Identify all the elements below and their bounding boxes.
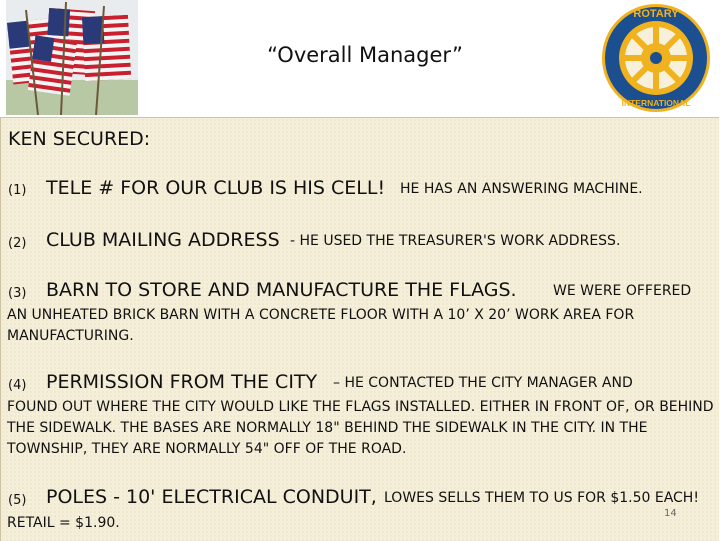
item-main: BARN TO STORE AND MANUFACTURE THE FLAGS. <box>46 279 517 301</box>
item-main: CLUB MAILING ADDRESS <box>46 229 280 251</box>
item-detail: – HE CONTACTED THE CITY MANAGER AND <box>333 375 633 391</box>
item-continuation: RETAIL = $1.90. <box>7 515 120 531</box>
item-main: TELE # FOR OUR CLUB IS HIS CELL! <box>46 177 386 199</box>
section-heading: KEN SECURED: <box>8 128 151 150</box>
svg-text:INTERNATIONAL: INTERNATIONAL <box>621 98 691 108</box>
item-main: PERMISSION FROM THE CITY <box>46 371 318 393</box>
page-title: “Overall Manager” <box>267 43 463 67</box>
item-detail: - HE USED THE TREASURER'S WORK ADDRESS. <box>290 233 621 249</box>
item-main: POLES - 10' ELECTRICAL CONDUIT, <box>46 486 377 508</box>
item-number: (2) <box>8 236 27 251</box>
item-detail: LOWES SELLS THEM TO US FOR $1.50 EACH! <box>384 490 699 506</box>
page-number: 14 <box>664 508 677 519</box>
slide-header <box>0 0 720 117</box>
item-number: (4) <box>8 378 27 393</box>
item-number: (3) <box>8 286 27 301</box>
item-number: (1) <box>8 183 27 198</box>
american-flags-image <box>6 0 138 115</box>
item-detail: HE HAS AN ANSWERING MACHINE. <box>400 181 643 197</box>
item-number: (5) <box>8 493 27 508</box>
rotary-logo <box>598 0 714 115</box>
item-continuation: AN UNHEATED BRICK BARN WITH A CONCRETE FLOOR WITH A 10’ X 20’ WORK AREA FOR MANUFACTURING. <box>7 307 635 344</box>
svg-text:ROTARY: ROTARY <box>633 8 679 20</box>
item-continuation: FOUND OUT WHERE THE CITY WOULD LIKE THE FLAGS INSTALLED. EITHER IN FRONT OF, OR BEHIND THE SIDEWALK. THE BASES ARE NORMALLY 18" BEHIND THE SIDEWALK IN THE CITY. IN THE TOWNSHIP, THEY ARE NORMALLY 54" OFF OF THE ROAD. <box>7 399 714 457</box>
item-detail: WE WERE OFFERED <box>553 283 692 299</box>
